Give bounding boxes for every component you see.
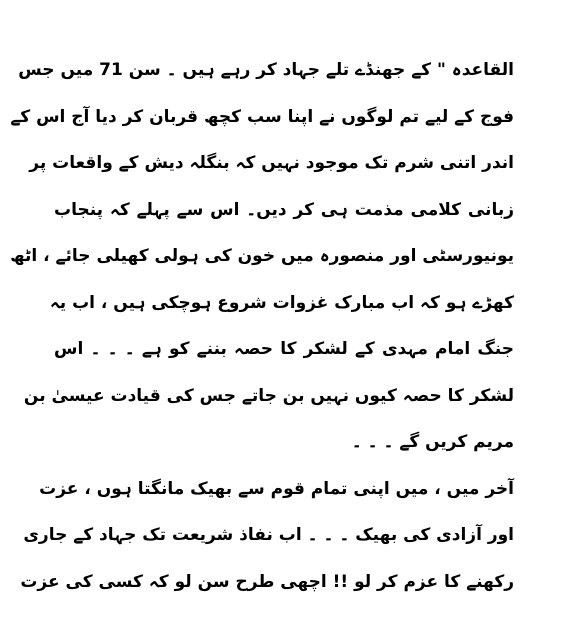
text-line-2: فوج کے لیے تم لوگوں نے اپنا سب کچھ قربان کر دیا آج اس کے [10, 106, 514, 127]
text-line-12: رکھنے کا عزم کر لو !! اچھی طرح سن لو کہ کسی کی عزت [20, 571, 514, 592]
text-line-10: آخر میں ، میں اپنی تمام قوم سے بھیک مانگتا ہوں ، عزت [39, 478, 514, 499]
urdu-text-body [10, 58, 514, 594]
text-line-7: جنگ امام مہدی کے لشکر کا حصہ بننے کو ہے ۔ ۔ ۔ اس [54, 339, 514, 359]
text-line-8: لشکر کا حصہ کیوں نہیں بن جاتے جس کی قیادت عیسیٰ بن [23, 385, 514, 406]
text-line-1: القاعدہ " کے جھنڈے تلے جہاد کر رہے ہیں ۔ سن 71 میں جس [18, 60, 514, 80]
text-line-11: اور آزادی کی بھیک ۔ ۔ ۔ اب نفاذ شریعت تک جہاد کے جاری [23, 525, 514, 545]
text-line-4: زبانی کلامی مذمت ہی کر دیں۔ اس سے پہلے کہ پنجاب [54, 199, 514, 220]
text-line-9: مریم کریں گے ۔ ۔ ۔ [351, 432, 514, 452]
text-line-6: کھڑے ہو کہ اب مبارک غزوات شروع ہوچکی ہیں ، اب یہ [49, 292, 514, 313]
text-line-5: یونیورسٹی اور منصورہ میں خون کی ہولی کھیلی جائے ، اٹھ [10, 246, 514, 266]
text-line-3: اندر اتنی شرم تک موجود نہیں کہ بنگلہ دیش کے واقعات پر [29, 153, 514, 173]
